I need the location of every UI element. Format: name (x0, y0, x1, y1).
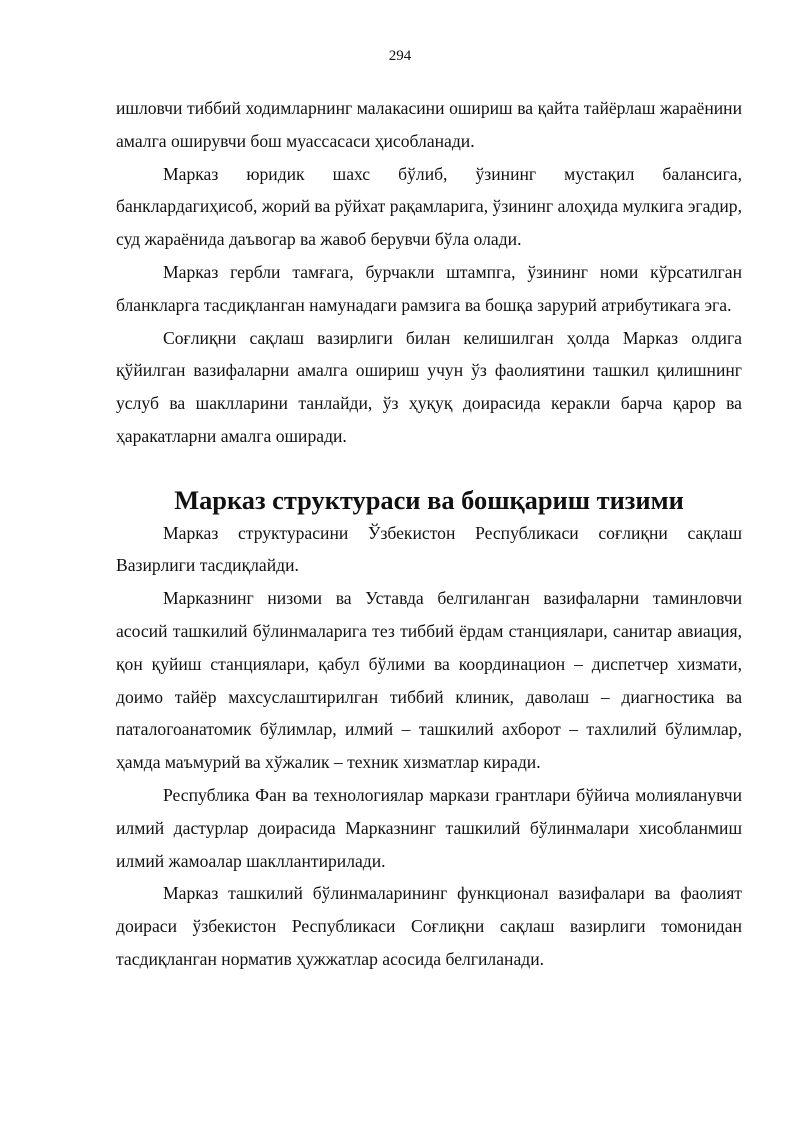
paragraph-research-teams: Республика Фан ва технологиялар маркази грантлари бўйича молияланувчи илмий дастурлар доирасида Марказнинг ташкилий бўлинмалари хисобланмиш илмий жамоалар шакллантирилади. (116, 784, 742, 871)
page-body (116, 92, 742, 976)
paragraph-continuation: ишловчи тиббий ходимларнинг малакасини ошириш ва қайта тайёрлаш жараёнини амалга оширувчи бош муассасаси ҳисобланади. (116, 98, 742, 151)
paragraph-activity-forms: Соғлиқни сақлаш вазирлиги билан келишилган ҳолда Марказ олдига қўйилган вазифаларни амалга ошириш учун ўз фаолиятини ташкил қилишнинг услуб ва шаклларини танлайди, ўз ҳуқуқ доирасида керакли барча қарор ва ҳаракатларни амалга оширади. (116, 327, 742, 446)
section-heading: Марказ структураси ва бошқариш тизими (174, 484, 684, 515)
paragraph-seal-stamp: Марказ гербли тамғага, бурчакли штампга, ўзининг номи кўрсатилган бланкларга тасдиқланган намунадаги рамзига ва бошқа зарурий атрибутикага эга. (116, 261, 742, 315)
paragraph-functional-tasks: Марказ ташкилий бўлинмаларининг функционал вазифалари ва фаолият доираси ўзбекистон Республикаси Соғлиқни сақлаш вазирлиги томонидан тасдиқланган норматив ҳужжатлар асосида белгиланади. (116, 883, 742, 969)
page-number: 294 (388, 48, 412, 64)
paragraph-legal-status: Марказ юридик шахс бўлиб, ўзининг мустақил балансига, банклардагиҳисоб, жорий ва рўйхат рақамларига, ўзининг алоҳида мулкига эгадир, суд жараёнида даъвогар ва жавоб берувчи бўла олади. (116, 163, 742, 250)
paragraph-main-units: Марказнинг низоми ва Уставда белгиланган вазифаларни таминловчи асосий ташкилий бўлинмаларига тез тиббий ёрдам станциялари, санитар авиация, қон қуйиш станциялари, қабул бўлими ва координацион – диспетчер хизмати, доимо тайёр махсуслаштирилган тиббий клиник, даволаш – диагностика ва паталогоанатомик бўлимлар, илмий – ташкилий ахборот – тахлилий бўлимлар, ҳамда маъмурий ва хўжалик – техник хизматлар киради. (116, 588, 742, 773)
paragraph-structure-approval: Марказ структурасини Ўзбекистон Республикаси соғлиқни сақлаш Вазирлиги тасдиқлайди. (116, 522, 742, 576)
